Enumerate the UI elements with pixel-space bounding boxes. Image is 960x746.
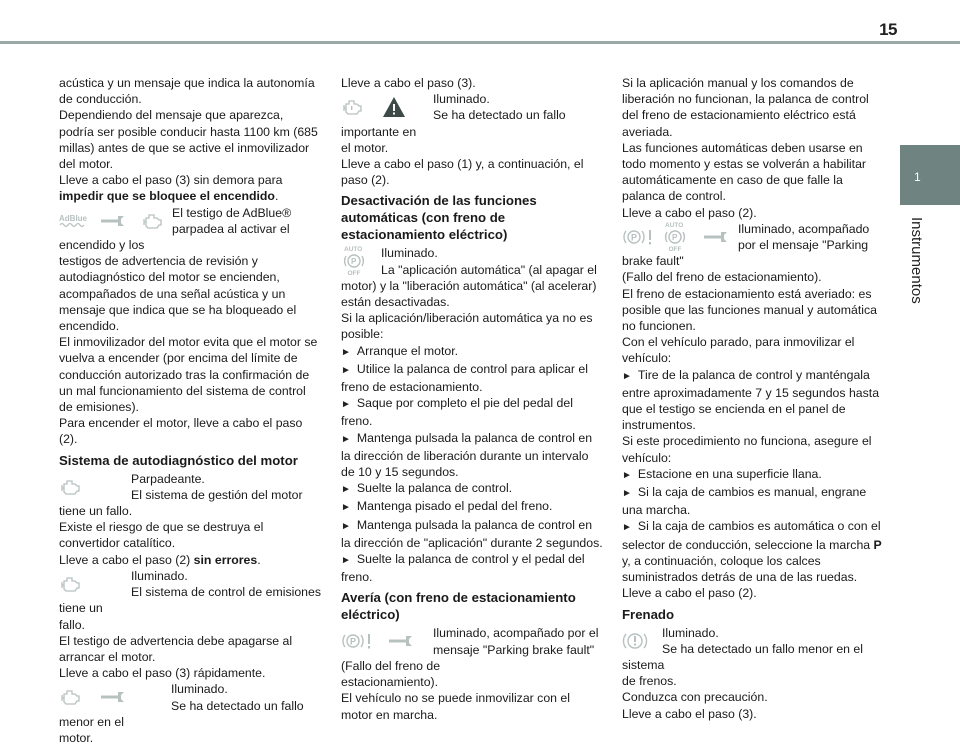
paragraph: Para encender el motor, lleve a cabo el paso (2). xyxy=(59,416,303,447)
svg-text:AUTO: AUTO xyxy=(344,246,363,254)
wrench-icon xyxy=(389,636,415,646)
section-heading: Desactivación de las funciones automáticas (con freno de estacionamiento eléctrico) xyxy=(341,193,537,243)
paragraph: Con el vehículo parado, para inmovilizar el vehículo: xyxy=(622,335,855,366)
adblue-icon xyxy=(59,213,87,229)
paragraph: Si este procedimiento no funciona, asegure el vehículo: xyxy=(622,434,872,465)
auto-p-off-icon xyxy=(662,221,688,253)
icon-group xyxy=(59,471,123,503)
column-1: acústica y un mensaje que indica la autonomía de conducción. Dependiendo del mensaje que aparezca, podría ser posible conducir hasta 1100 km (685 millas) antes de que se active el inmovilizador del motor. Lleve a cabo el paso (3) sin demora para impedir que se bloquee el encendido. AdBlue El testigo de AdBlue® parpadea al activar el encendido y los testigos de advertencia de revisión y autodiagnóstico del motor se encienden, acompañados de una señal acústica y un mensaje que indica que se ha bloqueado el encendido. El inmovilizador del motor evita que el motor se vuelva a encender (por encima del límite de conducción autorizado tras la confirmación de un mal funcionamiento del sistema de control de emisiones). Para encender el motor, lleve a cabo el paso (2). Sistema de autodiagnóstico del motor Parpadeante. El sistema de gestión del motor tiene un fallo. Existe el riesgo de que se destruya el convertidor catalítico. Lleve a cabo el paso (2) sin errores. Iluminado. El sistema de control de emisiones tiene un fallo. El testigo de advertencia debe apagarse al arrancar el motor. Lleve a cabo el paso (3) rápidamente. Iluminado. Se ha detectado un fallo menor en el motor. xyxy=(59,76,322,745)
paragraph: El testigo de AdBlue® parpadea al activar el encendido y los xyxy=(59,205,292,253)
svg-text:OFF: OFF xyxy=(668,245,682,253)
auto-p-off-icon xyxy=(341,245,367,277)
page-number: 15 xyxy=(879,20,897,39)
column-2: Lleve a cabo el paso (3). Iluminado. Se ha detectado un fallo importante en el motor. Lleve a cabo el paso (1) y, a continuación, el paso (2). Desactivación de las funciones automáticas (con freno de estacionamiento eléctrico) AUTO P OFF Iluminado. La "aplicación automática" (al apagar el motor) y la "liberación automática" (al acelerar) están desactivadas. Si la aplicación/liberación automática ya no es posible: ► Arranque el motor. ► Utilice la palanca de control para aplicar el freno de estacionamiento. ► Saque por completo el pie del pedal del freno. ► Mantenga pulsada la palanca de control en la dirección de liberación durante un intervalo de 10 y 15 segundos. ► Suelte la palanca de control. ► Mantenga pisado el pedal del freno. ► Mantenga pulsada la palanca de control en la dirección de "aplicación" durante 2 segundos. ► Suelte la palanca de control y el pedal del freno. Avería (con freno de estacionamiento eléctrico) P Iluminado, acompañado por el mensaje "Parking brake fault" (Fallo del freno de estacionamiento). El vehículo no se puede inmovilizar con el motor en marcha. xyxy=(341,75,603,723)
engine-icon xyxy=(59,478,81,496)
auto-off-row: AUTO P OFF Iluminado. La "aplicación automática" (al apagar el xyxy=(341,245,603,277)
icon-group xyxy=(341,245,375,277)
chapter-label: Instrumentos xyxy=(908,217,925,304)
paragraph: El testigo de advertencia debe apagarse al arrancar el motor. xyxy=(59,633,293,664)
bullet-item: ► Utilice la palanca de control para aplicar el freno de estacionamiento. xyxy=(341,361,603,395)
bullet-item: ► Mantenga pulsada la palanca de control en la dirección de "aplicación" durante 2 segundos. xyxy=(341,517,603,551)
header-rule xyxy=(0,41,960,44)
paragraph: Lleve a cabo el paso (1) y, a continuación, el paso (2). xyxy=(341,157,584,188)
paragraph: Conduzca con precaución. xyxy=(622,690,768,705)
paragraph: Lleve a cabo el paso (3). xyxy=(341,76,476,90)
paragraph: Existe el riesgo de que se destruya el convertidor catalítico. xyxy=(59,520,264,551)
section-heading: Avería (con freno de estacionamiento eléctrico) xyxy=(341,590,576,623)
warning-triangle-icon xyxy=(383,97,405,117)
wrench-icon xyxy=(101,216,127,226)
paragraph: Si la aplicación manual y los comandos de liberación no funcionan, la palanca de control del freno de estacionamiento eléctrico está averiada. xyxy=(622,76,869,139)
wrench-icon xyxy=(704,232,730,242)
icon-group xyxy=(622,221,730,253)
brake-warning-row: Iluminado. Se ha detectado un fallo menor en el sistema xyxy=(622,625,863,672)
icon-group xyxy=(59,681,163,713)
adblue-warning-row xyxy=(59,205,321,254)
paragraph: Lleve a cabo el paso (2). xyxy=(622,205,757,220)
paragraph: Si la aplicación/liberación automática ya no es posible: xyxy=(341,311,593,342)
svg-text:OFF: OFF xyxy=(347,270,361,278)
svg-text:AUTO: AUTO xyxy=(665,221,684,229)
chapter-number: 1 xyxy=(914,170,921,184)
paragraph: El inmovilizador del motor evita que el motor se vuelva a encender (por encima del límite de conducción autorizado tras la confirmación de un mal funcionamiento del sistema de control de emisiones). xyxy=(59,335,318,415)
paragraph: Lleve a cabo el paso (3) rápidamente. xyxy=(59,666,266,681)
paragraph: Lleve a cabo el paso (3) sin demora para impedir que se bloquee el encendido. xyxy=(59,173,283,204)
lever-fault-row: P AUTO P OFF Iluminado, acompañado por el mensaje "Parking brake fault" xyxy=(622,221,870,269)
paragraph: Lleve a cabo el paso (3). xyxy=(622,706,757,721)
svg-text:P: P xyxy=(672,232,678,242)
svg-text:AdBlue: AdBlue xyxy=(59,213,87,223)
svg-text:P: P xyxy=(631,232,638,243)
icon-group xyxy=(59,205,164,237)
major-fault-row: Iluminado. Se ha detectado un fallo importante en xyxy=(341,92,566,139)
bullet-item: ► Saque por completo el pie del pedal del freno. xyxy=(341,395,603,429)
paragraph: Dependiendo del mensaje que aparezca, podría ser posible conducir hasta 1100 km (685 millas) antes de que se active el inmovilizador del motor. xyxy=(59,108,318,172)
column-3: Si la aplicación manual y los comandos de liberación no funcionan, la palanca de control del freno de estacionamiento eléctrico está averiada. Las funciones automáticas deben usarse en todo momento y estas se volverán a habilitar automáticamente en caso de que falle la palanca de control. Lleve a cabo el paso (2). P AUTO P OFF Iluminado, acompañado por el mensaje "Parking brake fault" (Fallo del freno de estacionamiento). El freno de estacionamiento está averiado: es posible que las funciones manual y automática no funcionen. Con el vehículo parado, para inmovilizar el vehículo: ► Tire de la palanca de control y manténgala entre aproximadamente 7 y 15 segundos hasta que el testigo se encienda en el panel de instrumentos. Si este procedimiento no funciona, asegure el vehículo: ► Estacione en una superficie llana. ► Si la caja de cambios es manual, engrane una marcha. ► Si la caja de cambios es automática o con el selector de conducción, seleccione la marcha P y, a continuación, coloque los calces suministrados detrás de una de las ruedas. Lleve a cabo el paso (2). Frenado Iluminado. Se ha detectado un fallo menor en el sistema de frenos. Conduzca con precaución. Lleve a cabo el paso (3). xyxy=(622,75,884,722)
bullet-item: ► Estacione en una superficie llana. xyxy=(622,466,884,484)
svg-text:P: P xyxy=(351,257,357,267)
icon-group xyxy=(622,625,656,657)
section-heading: Frenado xyxy=(622,606,675,622)
paragraph: Lleve a cabo el paso (2). xyxy=(622,586,757,601)
svg-text:P: P xyxy=(350,636,357,647)
engine-icon xyxy=(341,98,363,116)
paragraph: testigos de advertencia de revisión y autodiagnóstico del motor se encienden, acompañados de una señal acústica y un mensaje que indica que se ha bloqueado el encendido. xyxy=(59,254,297,334)
engine-icon xyxy=(59,575,81,593)
paragraph: acústica y un mensaje que indica la autonomía de conducción. xyxy=(59,76,315,107)
paragraph: El freno de estacionamiento está averiado: es posible que las funciones manual y automática no funcionen. xyxy=(622,286,877,334)
bullet-item: ► Arranque el motor. xyxy=(341,343,603,361)
parking-brake-fault-icon xyxy=(622,227,656,247)
paragraph: Las funciones automáticas deben usarse en todo momento y estas se volverán a habilitar automáticamente en caso de que falle la palanca de control. xyxy=(622,140,867,204)
engine-icon xyxy=(59,688,81,706)
paragraph: El vehículo no se puede inmovilizar con el motor en marcha. xyxy=(341,691,570,722)
bullet-item: ► Mantenga pisado el pedal del freno. xyxy=(341,498,603,516)
bullet-item: ► Si la caja de cambios es manual, engrane una marcha. xyxy=(622,484,884,518)
parking-brake-fault-row: P Iluminado, acompañado por el mensaje "Parking brake fault" (Fallo del freno de xyxy=(341,626,599,673)
engine-icon xyxy=(141,212,163,230)
chapter-tab[interactable] xyxy=(900,145,960,205)
obd-minor-row: Iluminado. Se ha detectado un fallo menor en el xyxy=(59,682,304,729)
obd-lit-row: Iluminado. El sistema de control de emisiones tiene un xyxy=(59,568,322,616)
bullet-item: ► Tire de la palanca de control y manténgala entre aproximadamente 7 y 15 segundos hasta que el testigo se encienda en el panel de instrumentos. xyxy=(622,367,884,434)
icon-group xyxy=(59,568,123,600)
parking-brake-fault-icon xyxy=(341,631,375,651)
bullet-item: ► Si la caja de cambios es automática o con el selector de conducción, seleccione la marcha P y, a continuación, coloque los calces suministrados detrás de una de las ruedas. xyxy=(622,518,884,585)
brake-warning-icon xyxy=(622,630,648,652)
obd-flashing-row: Parpadeante. El sistema de gestión del motor tiene un fallo. xyxy=(59,471,303,519)
wrench-icon xyxy=(101,692,127,702)
bullet-item: ► Suelte la palanca de control. xyxy=(341,480,603,498)
bullet-item: ► Suelte la palanca de control y el pedal del freno. xyxy=(341,551,603,585)
icon-group xyxy=(341,625,425,657)
paragraph: Lleve a cabo el paso (2) sin errores. xyxy=(59,552,261,567)
bullet-item: ► Mantenga pulsada la palanca de control en la dirección de liberación durante un intervalo de 10 y 15 segundos. xyxy=(341,430,603,481)
section-heading: Sistema de autodiagnóstico del motor xyxy=(59,452,298,468)
icon-group xyxy=(341,91,425,123)
